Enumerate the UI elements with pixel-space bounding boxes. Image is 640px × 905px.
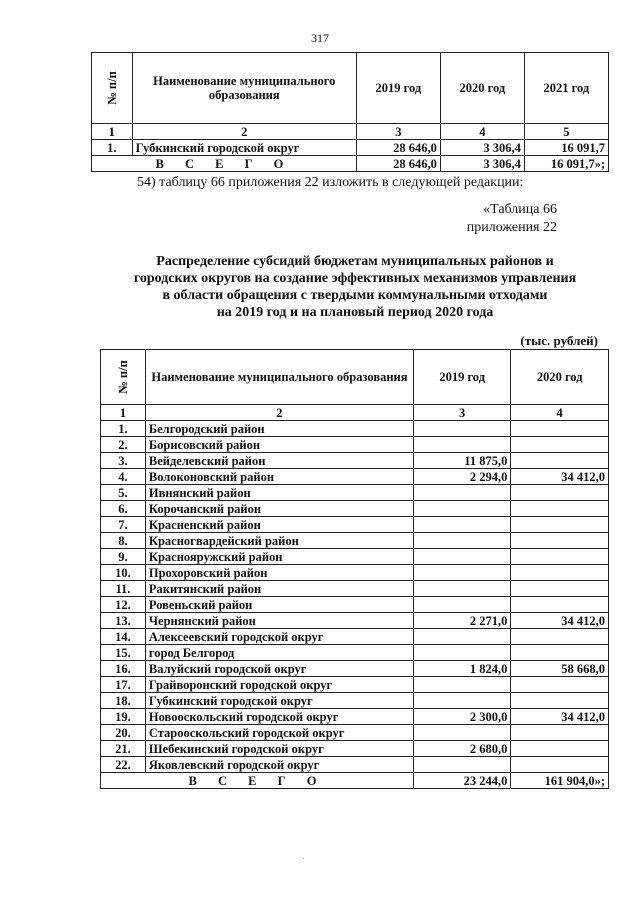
row-2020	[511, 501, 609, 517]
column-numbers-row	[101, 405, 609, 421]
row-name: Губкинский городской округ	[132, 140, 356, 156]
row-no: 11.	[101, 581, 146, 597]
page-number: 317	[311, 31, 329, 45]
row-no: 22.	[101, 757, 146, 773]
col-num: 5	[524, 124, 608, 140]
row-name: Новооскольский городской округ	[145, 709, 413, 725]
table-2-header	[101, 350, 609, 405]
table-reference-line-1: «Таблица 66	[483, 202, 557, 217]
row-no: 19.	[101, 709, 146, 725]
table-row	[101, 437, 609, 453]
row-no: 6.	[101, 501, 146, 517]
row-2019	[413, 533, 510, 549]
row-2019	[413, 517, 510, 533]
row-2019	[413, 693, 510, 709]
col-num: 3	[413, 405, 510, 421]
header-2021: 2021 год	[524, 53, 608, 124]
row-name: Грайворонский городской округ	[145, 677, 413, 693]
total-2019: 28 646,0	[356, 156, 440, 172]
total-row	[92, 156, 609, 172]
table-row	[101, 581, 609, 597]
header-2020: 2020 год	[440, 53, 524, 124]
row-2021: 16 091,7	[524, 140, 608, 156]
row-2019: 2 271,0	[413, 613, 510, 629]
table-row	[101, 421, 609, 437]
row-2019: 28 646,0	[356, 140, 440, 156]
col-num: 1	[92, 124, 133, 140]
row-name: Губкинский городской округ	[145, 693, 413, 709]
header-2019: 2019 год	[413, 350, 510, 405]
total-2021: 16 091,7»;	[524, 156, 608, 172]
table-row	[92, 140, 609, 156]
row-no: 7.	[101, 517, 146, 533]
row-name: Чернянский район	[145, 613, 413, 629]
row-2019	[413, 597, 510, 613]
total-row	[101, 773, 609, 789]
header-name: Наименование муниципального образования	[145, 350, 413, 405]
row-2019	[413, 757, 510, 773]
row-2020	[511, 597, 609, 613]
header-2020: 2020 год	[511, 350, 609, 405]
table-row	[101, 485, 609, 501]
row-2019: 11 875,0	[413, 453, 510, 469]
row-no: 16.	[101, 661, 146, 677]
row-2020	[511, 549, 609, 565]
row-name: Алексеевский городской округ	[145, 629, 413, 645]
row-name: Красненский район	[145, 517, 413, 533]
row-name: Борисовский район	[145, 437, 413, 453]
row-name: Яковлевский городской округ	[145, 757, 413, 773]
table-row	[101, 549, 609, 565]
row-2020	[511, 725, 609, 741]
row-2020: 3 306,4	[440, 140, 524, 156]
table-row	[101, 517, 609, 533]
row-2019	[413, 501, 510, 517]
table-row	[101, 613, 609, 629]
row-no: 13.	[101, 613, 146, 629]
table-row	[101, 453, 609, 469]
row-2020	[511, 581, 609, 597]
amendment-paragraph: 54) таблицу 66 приложения 22 изложить в следующей редакции:	[137, 175, 524, 190]
row-no: 3.	[101, 453, 146, 469]
table-row	[101, 565, 609, 581]
row-name: Ровеньский район	[145, 597, 413, 613]
row-2020: 34 412,0	[511, 709, 609, 725]
total-2019: 23 244,0	[413, 773, 510, 789]
row-name: Вейделевский район	[145, 453, 413, 469]
column-numbers-row	[92, 124, 609, 140]
title-line: Распределение субсидий бюджетам муниципальных районов и	[156, 254, 554, 269]
title-line: городских округов на создание эффективных механизмов управления	[133, 271, 577, 286]
row-2020	[511, 565, 609, 581]
row-2019	[413, 421, 510, 437]
row-name: Шебекинский городской округ	[145, 741, 413, 757]
row-name: Старооскольский городской округ	[145, 725, 413, 741]
table-2	[100, 349, 609, 789]
total-2020: 161 904,0»;	[511, 773, 609, 789]
row-2019: 1 824,0	[413, 661, 510, 677]
row-2020: 34 412,0	[511, 613, 609, 629]
row-no: 10.	[101, 565, 146, 581]
table-row	[101, 725, 609, 741]
total-label: В С Е Г О	[92, 156, 357, 172]
row-2019	[413, 629, 510, 645]
row-2019	[413, 485, 510, 501]
row-2019	[413, 677, 510, 693]
row-name: город Белгород	[145, 645, 413, 661]
header-no: № п/п	[92, 53, 133, 124]
row-no: 1.	[92, 140, 133, 156]
row-2019	[413, 549, 510, 565]
row-no: 1.	[101, 421, 146, 437]
header-2019: 2019 год	[356, 53, 440, 124]
row-no: 21.	[101, 741, 146, 757]
row-no: 9.	[101, 549, 146, 565]
col-num: 4	[440, 124, 524, 140]
col-num: 1	[101, 405, 146, 421]
header-name: Наименование муниципального образования	[132, 53, 356, 124]
row-name: Корочанский район	[145, 501, 413, 517]
table-reference-line-2: приложения 22	[466, 220, 557, 235]
row-2019: 2 680,0	[413, 741, 510, 757]
table-row	[101, 693, 609, 709]
row-2019	[413, 645, 510, 661]
table-row	[101, 709, 609, 725]
row-2020	[511, 741, 609, 757]
row-no: 15.	[101, 645, 146, 661]
row-2020	[511, 645, 609, 661]
row-2020	[511, 757, 609, 773]
row-no: 18.	[101, 693, 146, 709]
row-no: 20.	[101, 725, 146, 741]
table-title	[100, 253, 610, 321]
row-no: 14.	[101, 629, 146, 645]
table-row	[101, 645, 609, 661]
row-name: Валуйский городской округ	[145, 661, 413, 677]
row-no: 17.	[101, 677, 146, 693]
header-no: № п/п	[101, 350, 146, 405]
row-2020	[511, 693, 609, 709]
table-row	[101, 757, 609, 773]
table-reference	[0, 201, 557, 237]
title-line: в области обращения с твердыми коммунальными отходами	[162, 288, 548, 303]
table-row	[101, 501, 609, 517]
row-2019: 2 294,0	[413, 469, 510, 485]
table-row	[101, 677, 609, 693]
row-2020	[511, 453, 609, 469]
row-2020: 58 668,0	[511, 661, 609, 677]
row-2020	[511, 437, 609, 453]
footer-mark: .	[302, 851, 305, 862]
table-row	[101, 741, 609, 757]
table-1	[91, 52, 609, 172]
row-2019	[413, 581, 510, 597]
row-2019	[413, 437, 510, 453]
col-num: 3	[356, 124, 440, 140]
row-no: 2.	[101, 437, 146, 453]
row-name: Волоконовский район	[145, 469, 413, 485]
row-name: Прохоровский район	[145, 565, 413, 581]
row-2020	[511, 421, 609, 437]
table-row	[101, 629, 609, 645]
row-2020	[511, 533, 609, 549]
row-2020: 34 412,0	[511, 469, 609, 485]
col-num: 4	[511, 405, 609, 421]
row-2019: 2 300,0	[413, 709, 510, 725]
row-name: Белгородский район	[145, 421, 413, 437]
row-no: 5.	[101, 485, 146, 501]
row-no: 12.	[101, 597, 146, 613]
table-1-header	[92, 53, 609, 124]
row-name: Ивнянский район	[145, 485, 413, 501]
row-no: 8.	[101, 533, 146, 549]
total-2020: 3 306,4	[440, 156, 524, 172]
row-2020	[511, 629, 609, 645]
title-line: на 2019 год и на плановый период 2020 года	[216, 305, 494, 320]
row-name: Ракитянский район	[145, 581, 413, 597]
table-row	[101, 661, 609, 677]
col-num: 2	[145, 405, 413, 421]
total-label: В С Е Г О	[101, 773, 414, 789]
row-2020	[511, 677, 609, 693]
units-label: (тыс. рублей)	[520, 333, 598, 348]
row-2020	[511, 485, 609, 501]
row-name: Краснояружский район	[145, 549, 413, 565]
row-name: Красногвардейский район	[145, 533, 413, 549]
row-2019	[413, 565, 510, 581]
table-2-body	[101, 421, 609, 773]
col-num: 2	[132, 124, 356, 140]
table-row	[101, 533, 609, 549]
table-row	[101, 469, 609, 485]
table-row	[101, 597, 609, 613]
row-2020	[511, 517, 609, 533]
row-2019	[413, 725, 510, 741]
row-no: 4.	[101, 469, 146, 485]
